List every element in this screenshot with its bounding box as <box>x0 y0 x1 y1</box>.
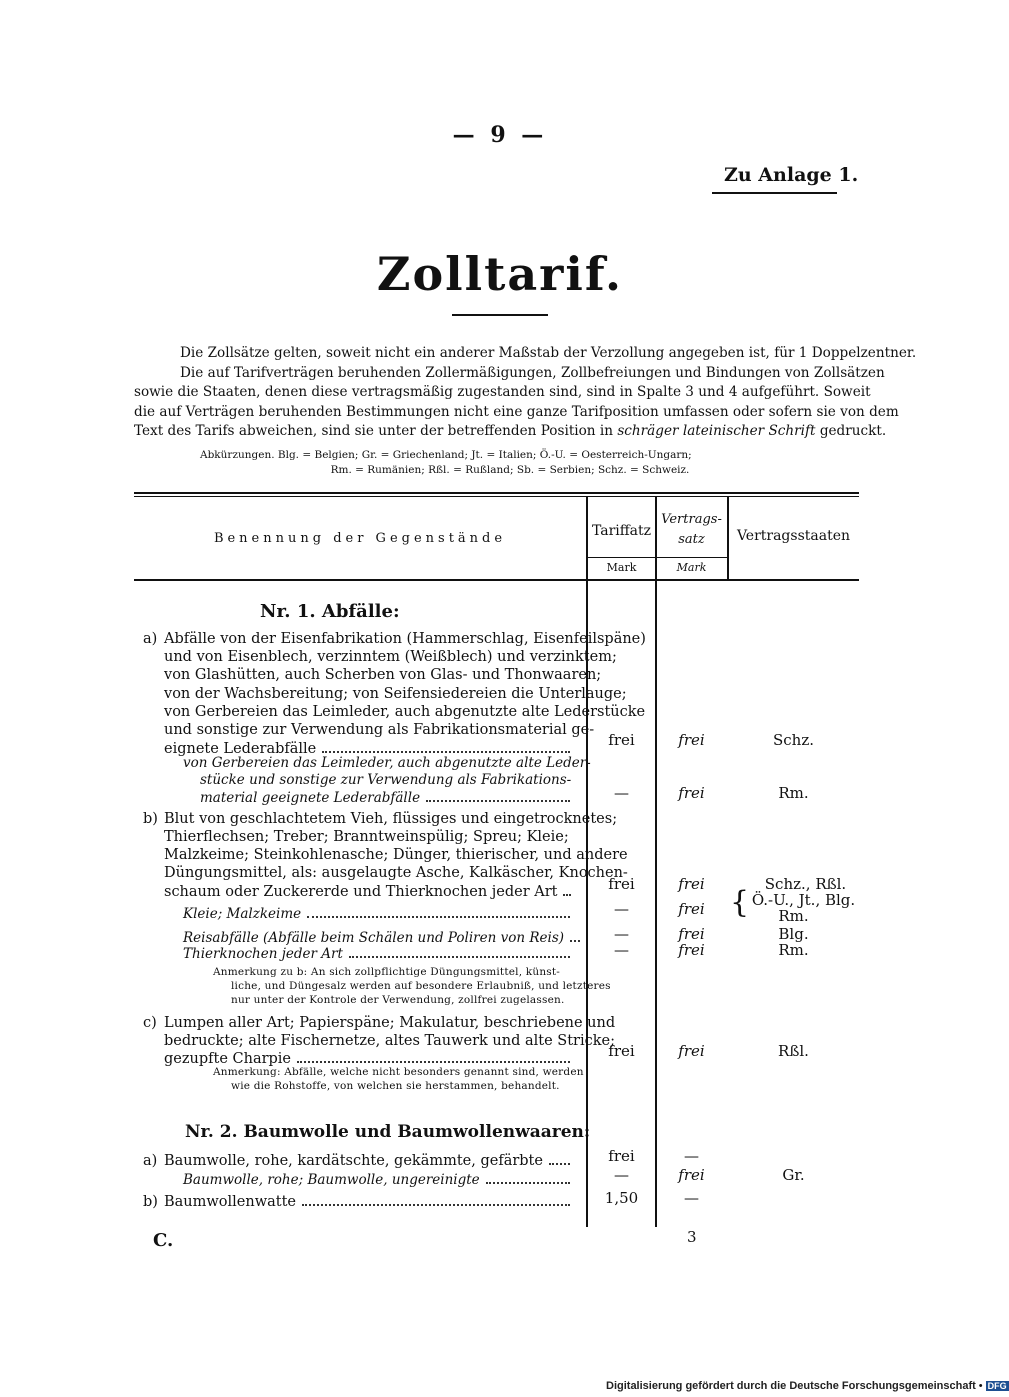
intro-line-1: Die Zollsätze gelten, soweit nicht ein anderer Maßstab der Verzollung angegeben ist, für 1 Doppelzentner. <box>180 345 917 361</box>
item-2b-tarif: 1,50 <box>604 1189 639 1207</box>
col-divider-2 <box>655 497 657 1227</box>
item-1b-last-text: schaum oder Zuckererde und Thierknochen jeder Art <box>164 884 558 900</box>
table-header-rule <box>134 579 859 581</box>
table-top-rule-1 <box>134 492 859 494</box>
item-1b-note-line-3: nur unter der Kontrole der Verwendung, zollfrei zugelassen. <box>231 994 565 1006</box>
section-1-heading: Nr. 1. Abfälle: <box>260 601 400 622</box>
item-2b <box>164 1193 574 1211</box>
item-1c-last-text: gezupfte Charpie <box>164 1051 292 1067</box>
item-2a-text: Baumwolle, rohe, kardätschte, gekämmte, gefärbte <box>164 1153 543 1169</box>
section-2-heading: Nr. 2. Baumwolle und Baumwollenwaaren: <box>185 1122 591 1142</box>
annex-underline <box>712 192 837 194</box>
header-col-tarif-unit: Mark <box>606 561 637 574</box>
item-1a-vertrag: frei <box>678 731 705 749</box>
item-2b-text: Baumwollenwatte <box>164 1194 297 1210</box>
item-1a-staaten: Schz. <box>772 731 814 749</box>
item-1a-sub-vertrag: frei <box>678 784 705 802</box>
item-2a-vertrag: — <box>684 1147 699 1165</box>
item-1b-reis-staaten: Blg. <box>778 925 809 943</box>
dfg-credit-text: Digitalisierung gefördert durch die Deutsche Forschungsgemeinschaft <box>606 1380 976 1392</box>
item-1b-reis-vertrag: frei <box>678 925 705 943</box>
item-2a-label: a) <box>143 1153 158 1169</box>
item-1b-kleie-staaten-1: Ö.-U., Jt., Blg. <box>751 891 856 909</box>
intro-line-4: die auf Verträgen beruhenden Bestimmungen nicht eine ganze Tarifposition umfassen oder sofern sie von dem <box>134 403 899 420</box>
item-1a-sub-line-2: stücke und sonstige zur Verwendung als Fabrikations- <box>200 772 572 788</box>
header-col-vertrag-1: Vertrags- <box>661 512 722 527</box>
item-1b-label: b) <box>143 811 158 827</box>
item-1a-line-6: und sonstige zur Verwendung als Fabrikationsmaterial ge- <box>164 722 595 738</box>
item-2b-label: b) <box>143 1194 158 1210</box>
annex-label: Zu Anlage 1. <box>724 164 859 186</box>
item-1c-label: c) <box>143 1015 157 1031</box>
item-1b-kleie-tarif: — <box>614 900 629 918</box>
item-1b-thier-staaten: Rm. <box>778 941 809 959</box>
brace-icon: { <box>730 885 750 920</box>
item-1c-line-1: Lumpen aller Art; Papierspäne; Makulatur, beschriebene und <box>164 1015 616 1031</box>
intro-end: gedruckt. <box>819 423 887 439</box>
item-2a-sub-text: Baumwolle, rohe; Baumwolle, ungereinigte <box>183 1172 480 1188</box>
item-1a-line-2: und von Eisenblech, verzinntem (Weißblech) und verzinktem; <box>164 649 617 665</box>
item-1b-thier-text: Thierknochen jeder Art <box>183 946 343 962</box>
item-1b-kleie-text: Kleie; Malzkeime <box>183 906 302 922</box>
item-2b-vertrag: — <box>684 1189 699 1207</box>
item-2a-sub <box>183 1171 574 1189</box>
item-1a-line-4: von der Wachsbereitung; von Seifensiedereien die Unterlauge; <box>164 686 627 702</box>
item-1b-note-line-2: liche, und Düngesalz werden auf besondere Erlaubniß, und letzteres <box>231 980 611 992</box>
item-1b-note-line-1: Anmerkung zu b: An sich zollpflichtige Düngungsmittel, künst- <box>213 966 561 978</box>
intro-line-3: sowie die Staaten, denen diese vertragsmäßig zugestanden sind, sind in Spalte 3 und 4 aufgeführt. Soweit <box>134 384 871 400</box>
abbrev-line-1: Abkürzungen. Blg. = Belgien; Gr. = Griechenland; Jt. = Italien; Ö.-U. = Oesterreich-Ungarn; <box>200 449 692 461</box>
item-1a-line-5: von Gerbereien das Leimleder, auch abgenutzte alte Lederstücke <box>164 704 646 720</box>
dfg-separator: • <box>978 1380 983 1392</box>
unit-rule <box>587 557 728 558</box>
intro-line-2: Die auf Tarifverträgen beruhenden Zollermäßigungen, Zollbefreiungen und Bindungen von Zollsätzen <box>180 364 885 381</box>
item-1c-tarif: frei <box>608 1042 635 1060</box>
item-1b-staaten: Schz., Rßl. <box>764 875 847 893</box>
item-1c-note-line-2: wie die Rohstoffe, von welchen sie herstammen, behandelt. <box>231 1080 560 1092</box>
item-1a-sub-tarif: — <box>614 784 629 802</box>
header-col-items: Benennung der Gegenstände <box>213 531 507 546</box>
footer-left: C. <box>153 1230 174 1251</box>
intro-italic: schräger lateinischer Schrift <box>617 423 816 439</box>
item-1b-reis-tarif: — <box>614 925 629 943</box>
footer-center: 3 <box>687 1228 697 1246</box>
item-2a-sub-staaten: Gr. <box>782 1166 805 1184</box>
item-1b-line-3: Malzkeime; Steinkohlenasche; Dünger, thierischer, und andere <box>164 847 628 863</box>
item-1b-vertrag: frei <box>678 875 705 893</box>
abbreviations <box>200 448 820 478</box>
title-rule <box>452 314 548 316</box>
item-1a-sub-line-1: von Gerbereien das Leimleder, auch abgenutzte alte Leder- <box>183 755 591 771</box>
intro-text: Text des Tarifs abweichen, sind sie unter der betreffenden Position in <box>134 423 613 439</box>
page-title: Zolltarif. <box>376 247 624 301</box>
header-col-vertrag-2: satz <box>678 532 705 547</box>
item-2a-sub-tarif: — <box>614 1166 629 1184</box>
item-1a-last-text: eignete Lederabfälle <box>164 741 317 757</box>
item-1a-line-3: von Glashütten, auch Scherben von Glas- und Thonwaaren; <box>164 667 602 683</box>
item-2a <box>164 1152 574 1170</box>
item-1b-line-2: Thierflechsen; Treber; Branntweinspülig; Spreu; Kleie; <box>164 829 569 845</box>
item-1a-sub-last <box>200 789 574 807</box>
header-col-vertrag-unit: Mark <box>676 561 707 574</box>
item-1b-line-1: Blut von geschlachtetem Vieh, flüssiges und eingetrocknetes; <box>164 811 618 827</box>
item-1b-thier-tarif: — <box>614 941 629 959</box>
item-1b-reis-text: Reisabfälle (Abfälle beim Schälen und Poliren von Reis) <box>183 930 565 946</box>
abbrev-line-2: Rm. = Rumänien; Rßl. = Rußland; Sb. = Serbien; Schz. = Schweiz. <box>330 464 690 476</box>
dfg-logo-icon: DFG <box>987 1381 1007 1391</box>
header-col-tarif: Tariffatz <box>591 523 652 539</box>
item-1b-kleie-vertrag: frei <box>678 900 705 918</box>
item-1a-sub-staaten: Rm. <box>778 784 809 802</box>
item-1b-line-4: Düngungsmittel, als: ausgelaugte Asche, Kalkäscher, Knochen- <box>164 865 628 881</box>
item-1b-thier-vertrag: frei <box>678 941 705 959</box>
item-1a-sub-last-text: material geeignete Lederabfälle <box>200 790 421 806</box>
header-col-staaten: Vertragsstaaten <box>736 528 851 544</box>
item-1b-last <box>164 883 574 901</box>
item-1a-label: a) <box>143 631 158 647</box>
item-1c-note-line-1: Anmerkung: Abfälle, welche nicht besonders genannt sind, werden <box>213 1066 584 1078</box>
item-1c-staaten: Rßl. <box>778 1042 809 1060</box>
intro-line-5 <box>134 422 887 442</box>
item-1b-thier <box>183 945 574 963</box>
item-1b-tarif: frei <box>608 875 635 893</box>
item-1b-kleie <box>183 905 574 923</box>
item-1c-vertrag: frei <box>678 1042 705 1060</box>
item-1a-line-1: Abfälle von der Eisenfabrikation (Hammerschlag, Eisenfeilspäne) <box>164 631 646 647</box>
page-number: — 9 — <box>452 122 548 148</box>
item-1a-tarif: frei <box>608 731 635 749</box>
intro-paragraph <box>134 344 917 442</box>
table-top-rule-2 <box>134 496 859 497</box>
item-2a-tarif: frei <box>608 1147 635 1165</box>
item-2a-sub-vertrag: frei <box>678 1166 705 1184</box>
item-1c-line-2: bedruckte; alte Fischernetze, altes Tauwerk und alte Stricke; <box>164 1033 615 1049</box>
dfg-credit <box>606 1380 1009 1392</box>
item-1b-kleie-staaten-2: Rm. <box>778 907 809 925</box>
